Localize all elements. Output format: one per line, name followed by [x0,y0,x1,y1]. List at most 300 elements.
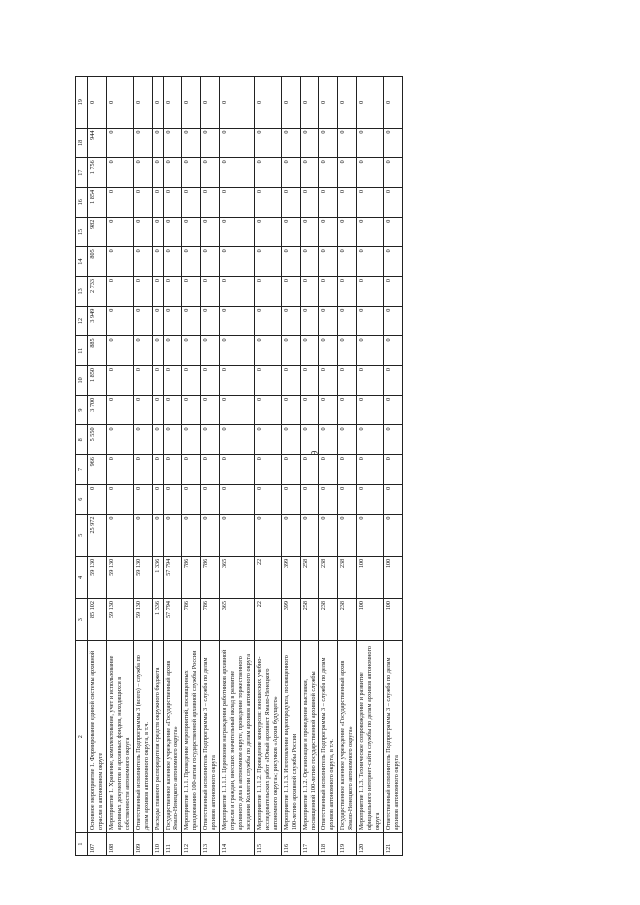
value-cell: 0 [106,247,133,277]
value-cell: 0 [163,425,182,455]
value-cell: 0 [281,158,300,188]
value-cell: 0 [319,484,338,514]
value-cell: 0 [201,187,220,217]
value-cell: 0 [182,158,201,188]
value-cell: 0 [152,187,163,217]
value-cell: 786 [201,599,220,641]
value-cell: 0 [357,158,384,188]
value-cell: 0 [182,187,201,217]
value-cell: 0 [220,217,255,247]
value-cell: 0 [319,366,338,396]
value-cell: 0 [281,277,300,307]
value-cell: 0 [220,514,255,556]
value-cell: 0 [220,158,255,188]
value-cell: 238 [319,599,338,641]
row-number: 112 [182,833,201,856]
column-header: 18 [76,128,88,158]
value-cell: 0 [300,484,319,514]
value-cell: 5 550 [88,425,107,455]
row-description: Ответственный исполнитель Подпрограммы 3 – служба по делам архивов автономного округа [201,641,220,833]
value-cell: 0 [182,277,201,307]
value-cell: 0 [106,395,133,425]
value-cell: 0 [357,455,384,485]
table-body [88,77,403,856]
value-cell: 0 [201,336,220,366]
row-number: 121 [384,833,403,856]
value-cell: 0 [254,277,281,307]
value-cell: 0 [201,306,220,336]
column-header: 19 [76,77,88,129]
value-cell: 0 [338,306,357,336]
row-number: 110 [152,833,163,856]
table-row [201,77,220,856]
value-cell: 0 [300,247,319,277]
value-cell: 0 [106,306,133,336]
value-cell: 0 [281,187,300,217]
value-cell: 0 [152,217,163,247]
value-cell: 0 [254,217,281,247]
value-cell: 0 [281,514,300,556]
value-cell: 0 [182,455,201,485]
value-cell: 0 [133,247,152,277]
value-cell: 0 [254,425,281,455]
value-cell: 0 [133,277,152,307]
row-number: 113 [201,833,220,856]
column-header: 8 [76,425,88,455]
value-cell: 0 [338,484,357,514]
value-cell: 1 756 [88,158,107,188]
value-cell: 59 130 [133,599,152,641]
column-header: 3 [76,599,88,641]
value-cell: 0 [152,484,163,514]
column-header: 7 [76,455,88,485]
value-cell: 966 [88,455,107,485]
row-description: Мероприятие 1.1.1.3. Изготовление видеопродукта, посвященного 100-летию архивной службы России [281,641,300,833]
value-cell: 0 [384,217,403,247]
value-cell: 0 [106,277,133,307]
value-cell: 238 [338,599,357,641]
row-description: Мероприятие 1.1.1.2. Проведение конкурсов: юношеских учебно-исследовательских работ «Юный архивист Ямало-Ненецкого автономного округа»; рисунков «Архив будущего» [254,641,281,833]
value-cell: 0 [220,277,255,307]
value-cell: 0 [319,217,338,247]
column-header: 15 [76,217,88,247]
rotated-table-wrapper [75,76,609,856]
value-cell: 0 [182,306,201,336]
value-cell: 0 [338,158,357,188]
value-cell: 0 [357,484,384,514]
value-cell: 0 [338,247,357,277]
value-cell: 0 [163,395,182,425]
value-cell: 0 [220,455,255,485]
row-description: Расходы главного распорядителя средств окружного бюджета [152,641,163,833]
value-cell: 22 [254,556,281,598]
row-number: 111 [163,833,182,856]
column-header: 9 [76,395,88,425]
value-cell: 0 [281,425,300,455]
value-cell: 365 [220,599,255,641]
row-number: 119 [338,833,357,856]
table-row [88,77,107,856]
row-number: 115 [254,833,281,856]
value-cell: 0 [384,187,403,217]
row-number: 116 [281,833,300,856]
row-description: Ответственный исполнитель Подпрограммы 3 – служба по делам архивов автономного округа [384,641,403,833]
value-cell: 0 [357,366,384,396]
value-cell: 0 [300,336,319,366]
value-cell: 0 [384,425,403,455]
column-header: 17 [76,158,88,188]
value-cell: 25 972 [88,514,107,556]
value-cell: 0 [357,128,384,158]
value-cell: 0 [220,395,255,425]
value-cell: 59 130 [106,556,133,598]
value-cell: 0 [201,247,220,277]
table-frame [75,76,609,856]
value-cell: 57 794 [163,599,182,641]
value-cell: 0 [319,455,338,485]
value-cell: 0 [384,158,403,188]
value-cell: 0 [254,366,281,396]
value-cell: 0 [163,514,182,556]
value-cell: 0 [201,514,220,556]
value-cell: 57 794 [163,556,182,598]
value-cell: 0 [106,425,133,455]
value-cell: 0 [220,306,255,336]
value-cell: 399 [281,599,300,641]
value-cell: 0 [133,187,152,217]
value-cell: 0 [152,247,163,277]
value-cell: 0 [254,247,281,277]
table-row [384,77,403,856]
value-cell: 0 [201,484,220,514]
value-cell: 0 [133,484,152,514]
value-cell: 0 [133,455,152,485]
value-cell: 1 336 [152,556,163,598]
value-cell: 0 [163,366,182,396]
value-cell: 0 [220,77,255,129]
value-cell: 0 [338,514,357,556]
value-cell: 0 [182,128,201,158]
value-cell: 0 [133,425,152,455]
value-cell: 0 [106,128,133,158]
value-cell: 0 [281,217,300,247]
row-description: Мероприятие 1.1.1.1. Церемония награждения работников архивной отрасли и граждан, внесших значительный вклад в развитие архивного дела в автономном округе, проведение торжественного заседания Коллегии службы по делам архивов автономного округа [220,641,255,833]
value-cell: 0 [300,187,319,217]
row-number: 108 [106,833,133,856]
value-cell: 0 [152,158,163,188]
table-row [254,77,281,856]
value-cell: 0 [300,514,319,556]
value-cell: 0 [220,247,255,277]
value-cell: 0 [384,395,403,425]
value-cell: 0 [254,395,281,425]
value-cell: 0 [152,277,163,307]
value-cell: 22 [254,599,281,641]
row-description: Мероприятие 1. Хранение, комплектование, учет и использование архивных документов и архивных фондов, находящихся в собственности автономного округа [106,641,133,833]
value-cell: 0 [254,336,281,366]
value-cell: 0 [220,484,255,514]
value-cell: 0 [338,187,357,217]
value-cell: 0 [133,158,152,188]
column-header: 5 [76,514,88,556]
value-cell: 0 [254,306,281,336]
value-cell: 0 [281,306,300,336]
row-number: 117 [300,833,319,856]
value-cell: 0 [106,484,133,514]
table-row [152,77,163,856]
column-header: 4 [76,556,88,598]
value-cell: 258 [300,599,319,641]
table-header-row [76,77,88,856]
value-cell: 0 [319,187,338,217]
value-cell: 0 [357,425,384,455]
value-cell: 0 [300,217,319,247]
value-cell: 0 [133,366,152,396]
value-cell: 0 [357,187,384,217]
value-cell: 0 [106,217,133,247]
value-cell: 0 [201,128,220,158]
value-cell: 0 [201,366,220,396]
value-cell: 0 [182,395,201,425]
value-cell: 0 [133,514,152,556]
value-cell: 0 [338,128,357,158]
value-cell: 805 [88,247,107,277]
value-cell: 0 [182,484,201,514]
value-cell: 0 [163,187,182,217]
value-cell: 0 [182,247,201,277]
value-cell: 59 130 [88,556,107,598]
value-cell: 944 [88,128,107,158]
row-number: 114 [220,833,255,856]
row-description: Государственное казенное учреждение «Государственный архив Ямало-Ненецкого автономного округа» [338,641,357,833]
value-cell: 0 [106,158,133,188]
row-description: Государственное казенное учреждение «Государственный архив Ямало-Ненецкого автономного округа» [163,641,182,833]
value-cell: 0 [133,77,152,129]
value-cell: 0 [163,247,182,277]
column-header: 14 [76,247,88,277]
value-cell: 0 [254,77,281,129]
value-cell: 0 [357,217,384,247]
value-cell: 0 [357,514,384,556]
row-description: Мероприятие 1.1.1. Проведение мероприятий, посвященных празднованию 100-летия государственной архивной службы России [182,641,201,833]
value-cell: 0 [220,336,255,366]
column-header: 6 [76,484,88,514]
value-cell: 0 [300,277,319,307]
value-cell: 0 [220,425,255,455]
value-cell: 1 854 [88,187,107,217]
value-cell: 0 [338,217,357,247]
value-cell: 0 [384,484,403,514]
row-description: Основное мероприятие 1. Формирование единой системы архивной отрасли в автономном округе [88,641,107,833]
column-header: 11 [76,336,88,366]
value-cell: 0 [319,158,338,188]
value-cell: 0 [281,395,300,425]
value-cell: 0 [201,425,220,455]
value-cell: 0 [384,514,403,556]
value-cell: 0 [106,187,133,217]
row-description: Мероприятие 1.1.2. Организация и проведение выставки, посвященной 100-летию государственной архивной службы [300,641,319,833]
value-cell: 0 [300,455,319,485]
value-cell: 0 [281,77,300,129]
table-row [133,77,152,856]
value-cell: 0 [182,366,201,396]
budget-table [75,76,403,856]
row-description: Ответственный исполнитель Подпрограммы 3 (всего) – служба по делам архивов автономного округа, в т.ч. [133,641,152,833]
value-cell: 0 [338,455,357,485]
value-cell: 0 [300,128,319,158]
value-cell: 100 [384,556,403,598]
value-cell: 0 [384,277,403,307]
value-cell: 0 [133,128,152,158]
value-cell: 0 [384,336,403,366]
value-cell: 0 [319,247,338,277]
value-cell: 885 [88,336,107,366]
table-row [338,77,357,856]
value-cell: 3 700 [88,395,107,425]
value-cell: 0 [152,514,163,556]
value-cell: 0 [384,128,403,158]
value-cell: 0 [133,395,152,425]
value-cell: 0 [384,306,403,336]
value-cell: 0 [152,366,163,396]
value-cell: 1 336 [152,599,163,641]
value-cell: 0 [319,336,338,366]
value-cell: 0 [220,366,255,396]
value-cell: 786 [182,556,201,598]
value-cell: 0 [300,395,319,425]
value-cell: 59 130 [106,599,133,641]
value-cell: 0 [106,336,133,366]
value-cell: 0 [300,158,319,188]
value-cell: 0 [357,336,384,366]
value-cell: 0 [106,514,133,556]
value-cell: 0 [220,128,255,158]
table-row [220,77,255,856]
column-header: 1 [76,833,88,856]
value-cell: 85 102 [88,599,107,641]
value-cell: 0 [254,128,281,158]
value-cell: 786 [201,556,220,598]
value-cell: 0 [357,395,384,425]
value-cell: 0 [163,217,182,247]
value-cell: 0 [338,277,357,307]
table-row [106,77,133,856]
value-cell: 0 [152,306,163,336]
value-cell: 0 [201,395,220,425]
value-cell: 0 [201,277,220,307]
value-cell: 2 733 [88,277,107,307]
value-cell: 0 [133,217,152,247]
value-cell: 100 [384,599,403,641]
value-cell: 0 [163,336,182,366]
value-cell: 0 [319,77,338,129]
value-cell: 59 130 [133,556,152,598]
value-cell: 0 [88,77,107,129]
value-cell: 0 [182,514,201,556]
table-row [281,77,300,856]
row-number: 118 [319,833,338,856]
column-header: 2 [76,641,88,833]
column-header: 16 [76,187,88,217]
value-cell: 0 [152,336,163,366]
value-cell: 0 [201,158,220,188]
value-cell: 3 949 [88,306,107,336]
value-cell: 0 [163,277,182,307]
column-header: 13 [76,277,88,307]
value-cell: 1 850 [88,366,107,396]
value-cell: 0 [384,247,403,277]
value-cell: 0 [300,425,319,455]
value-cell: 0 [281,366,300,396]
value-cell: 0 [384,366,403,396]
value-cell: 0 [152,395,163,425]
table-row [300,77,319,856]
value-cell: 0 [319,277,338,307]
value-cell: 238 [319,556,338,598]
value-cell: 0 [281,247,300,277]
value-cell: 0 [163,158,182,188]
value-cell: 0 [163,128,182,158]
value-cell: 238 [338,556,357,598]
value-cell: 100 [357,599,384,641]
value-cell: 0 [384,455,403,485]
table-row [319,77,338,856]
value-cell: 0 [319,514,338,556]
value-cell: 0 [182,336,201,366]
value-cell: 0 [254,484,281,514]
value-cell: 0 [300,366,319,396]
value-cell: 0 [300,306,319,336]
value-cell: 0 [319,306,338,336]
column-header: 10 [76,366,88,396]
value-cell: 0 [319,425,338,455]
value-cell: 0 [163,306,182,336]
value-cell: 0 [281,455,300,485]
value-cell: 0 [357,306,384,336]
value-cell: 0 [357,247,384,277]
value-cell: 0 [254,187,281,217]
value-cell: 0 [357,77,384,129]
value-cell: 0 [319,128,338,158]
value-cell: 786 [182,599,201,641]
value-cell: 0 [152,77,163,129]
row-description: Ответственный исполнитель Подпрограммы 3 – служба по делам архивов автономного округа, в т.ч. [319,641,338,833]
value-cell: 100 [357,556,384,598]
value-cell: 399 [281,556,300,598]
value-cell: 0 [338,425,357,455]
value-cell: 0 [182,425,201,455]
value-cell: 0 [254,455,281,485]
value-cell: 0 [338,395,357,425]
value-cell: 0 [152,128,163,158]
value-cell: 0 [152,455,163,485]
value-cell: 0 [281,128,300,158]
value-cell: 0 [163,455,182,485]
value-cell: 0 [319,395,338,425]
value-cell: 0 [163,484,182,514]
column-header: 12 [76,306,88,336]
value-cell: 0 [133,306,152,336]
value-cell: 0 [88,484,107,514]
value-cell: 0 [357,277,384,307]
row-description: Мероприятие 1.1.3. Техническое сопровождение и развитие официального интернет-сайта службы по делам архивов автономного округа [357,641,384,833]
value-cell: 0 [133,336,152,366]
value-cell: 0 [163,77,182,129]
value-cell: 0 [152,425,163,455]
value-cell: 0 [338,336,357,366]
table-row [182,77,201,856]
value-cell: 0 [300,77,319,129]
